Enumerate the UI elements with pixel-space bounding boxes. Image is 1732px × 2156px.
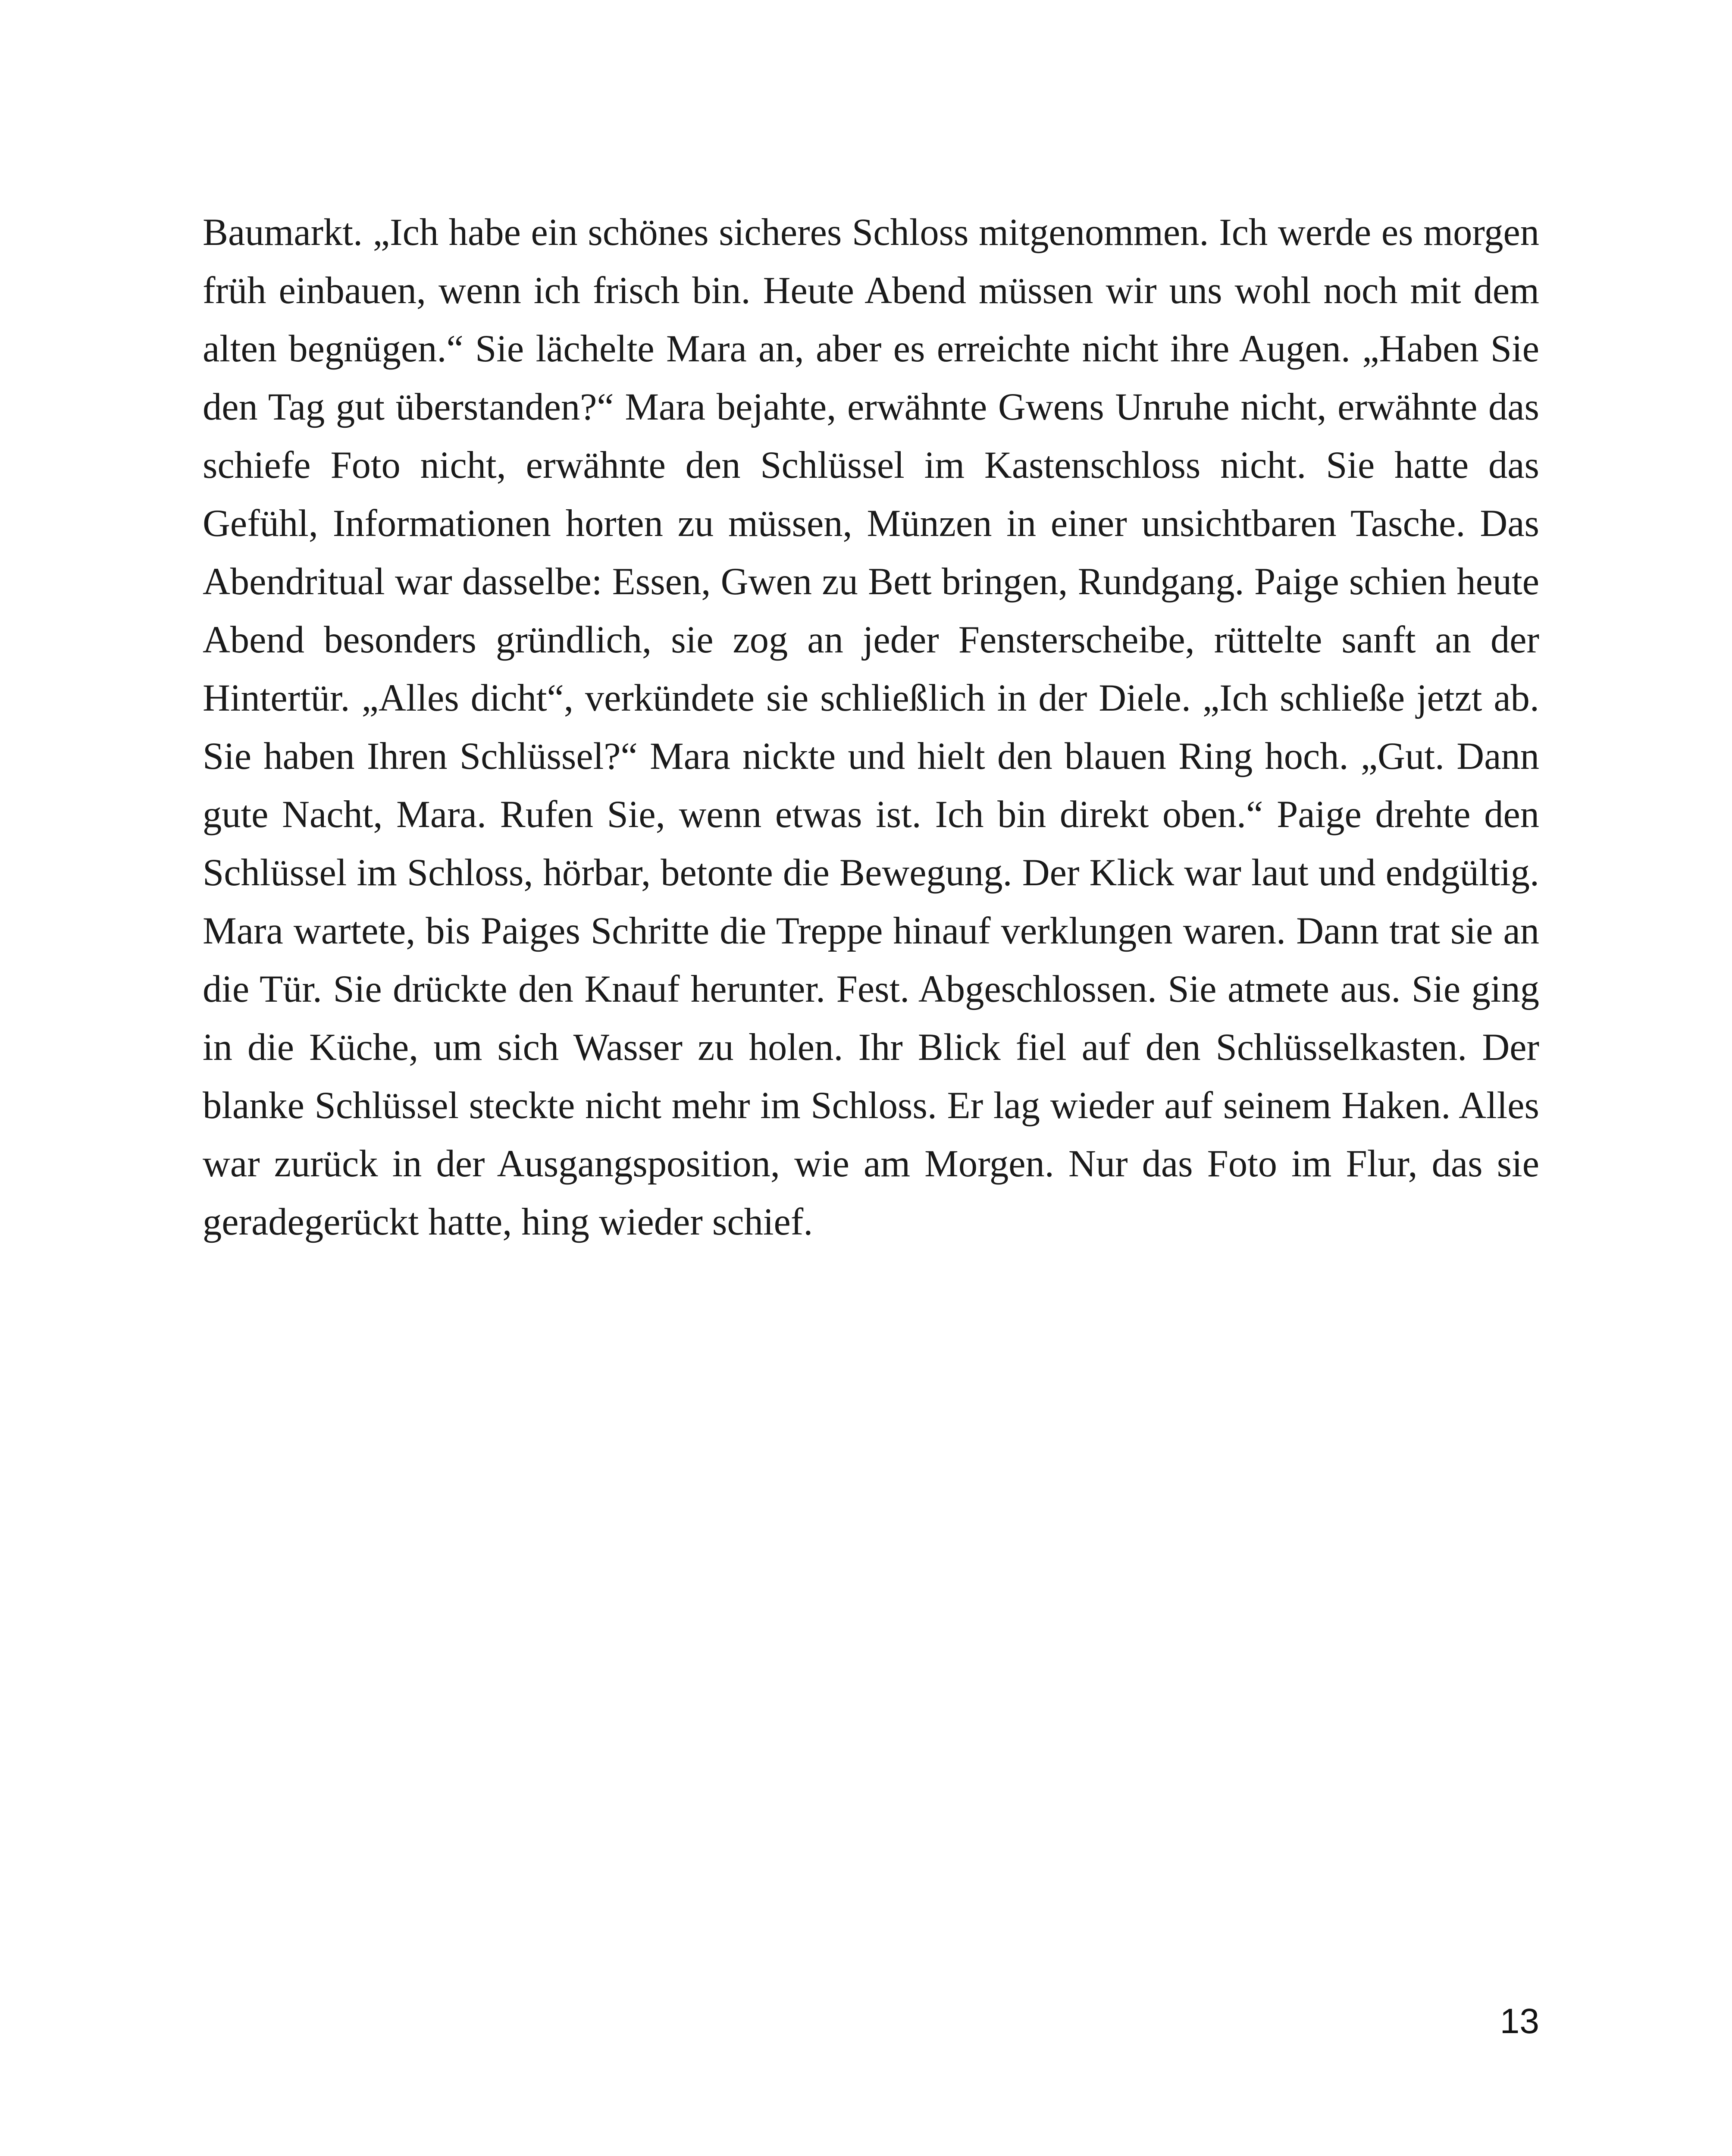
page-number: 13 <box>1500 2002 1539 2041</box>
body-paragraph: Baumarkt. „Ich habe ein schönes sicheres Schloss mitgenommen. Ich werde es morgen früh einbauen, wenn ich frisch bin. Heute Abend müssen wir uns wohl noch mit dem alten begnügen.“ Sie lächelte Mara an, aber es erreichte nicht ihre Augen. „Haben Sie den Tag gut überstanden?“ Mara bejahte, erwähnte Gwens Unruhe nicht, erwähnte das schiefe Foto nicht, erwähnte den Schlüssel im Kastenschloss nicht. Sie hatte das Gefühl, Informationen horten zu müssen, Münzen in einer unsichtbaren Tasche. Das Abendritual war dasselbe: Essen, Gwen zu Bett bringen, Rundgang. Paige schien heute Abend besonders gründlich, sie zog an jeder Fensterscheibe, rüttelte sanft an der Hintertür. „Alles dicht“, verkündete sie schließlich in der Diele. „Ich schließe jetzt ab. Sie haben Ihren Schlüssel?“ Mara nickte und hielt den blauen Ring hoch. „Gut. Dann gute Nacht, Mara. Rufen Sie, wenn etwas ist. Ich bin direkt oben.“ Paige drehte den Schlüssel im Schloss, hörbar, betonte die Bewegung. Der Klick war laut und endgültig. Mara wartete, bis Paiges Schritte die Treppe hinauf verklungen waren. Dann trat sie an die Tür. Sie drückte den Knauf herunter. Fest. Abgeschlossen. Sie atmete aus. Sie ging in die Küche, um sich Wasser zu holen. Ihr Blick fiel auf den Schlüsselkasten. Der blanke Schlüssel steckte nicht mehr im Schloss. Er lag wieder auf seinem Haken. Alles war zurück in der Ausgangsposition, wie am Morgen. Nur das Foto im Flur, das sie geradegerückt hatte, hing wieder schief. <box>203 211 1539 1243</box>
